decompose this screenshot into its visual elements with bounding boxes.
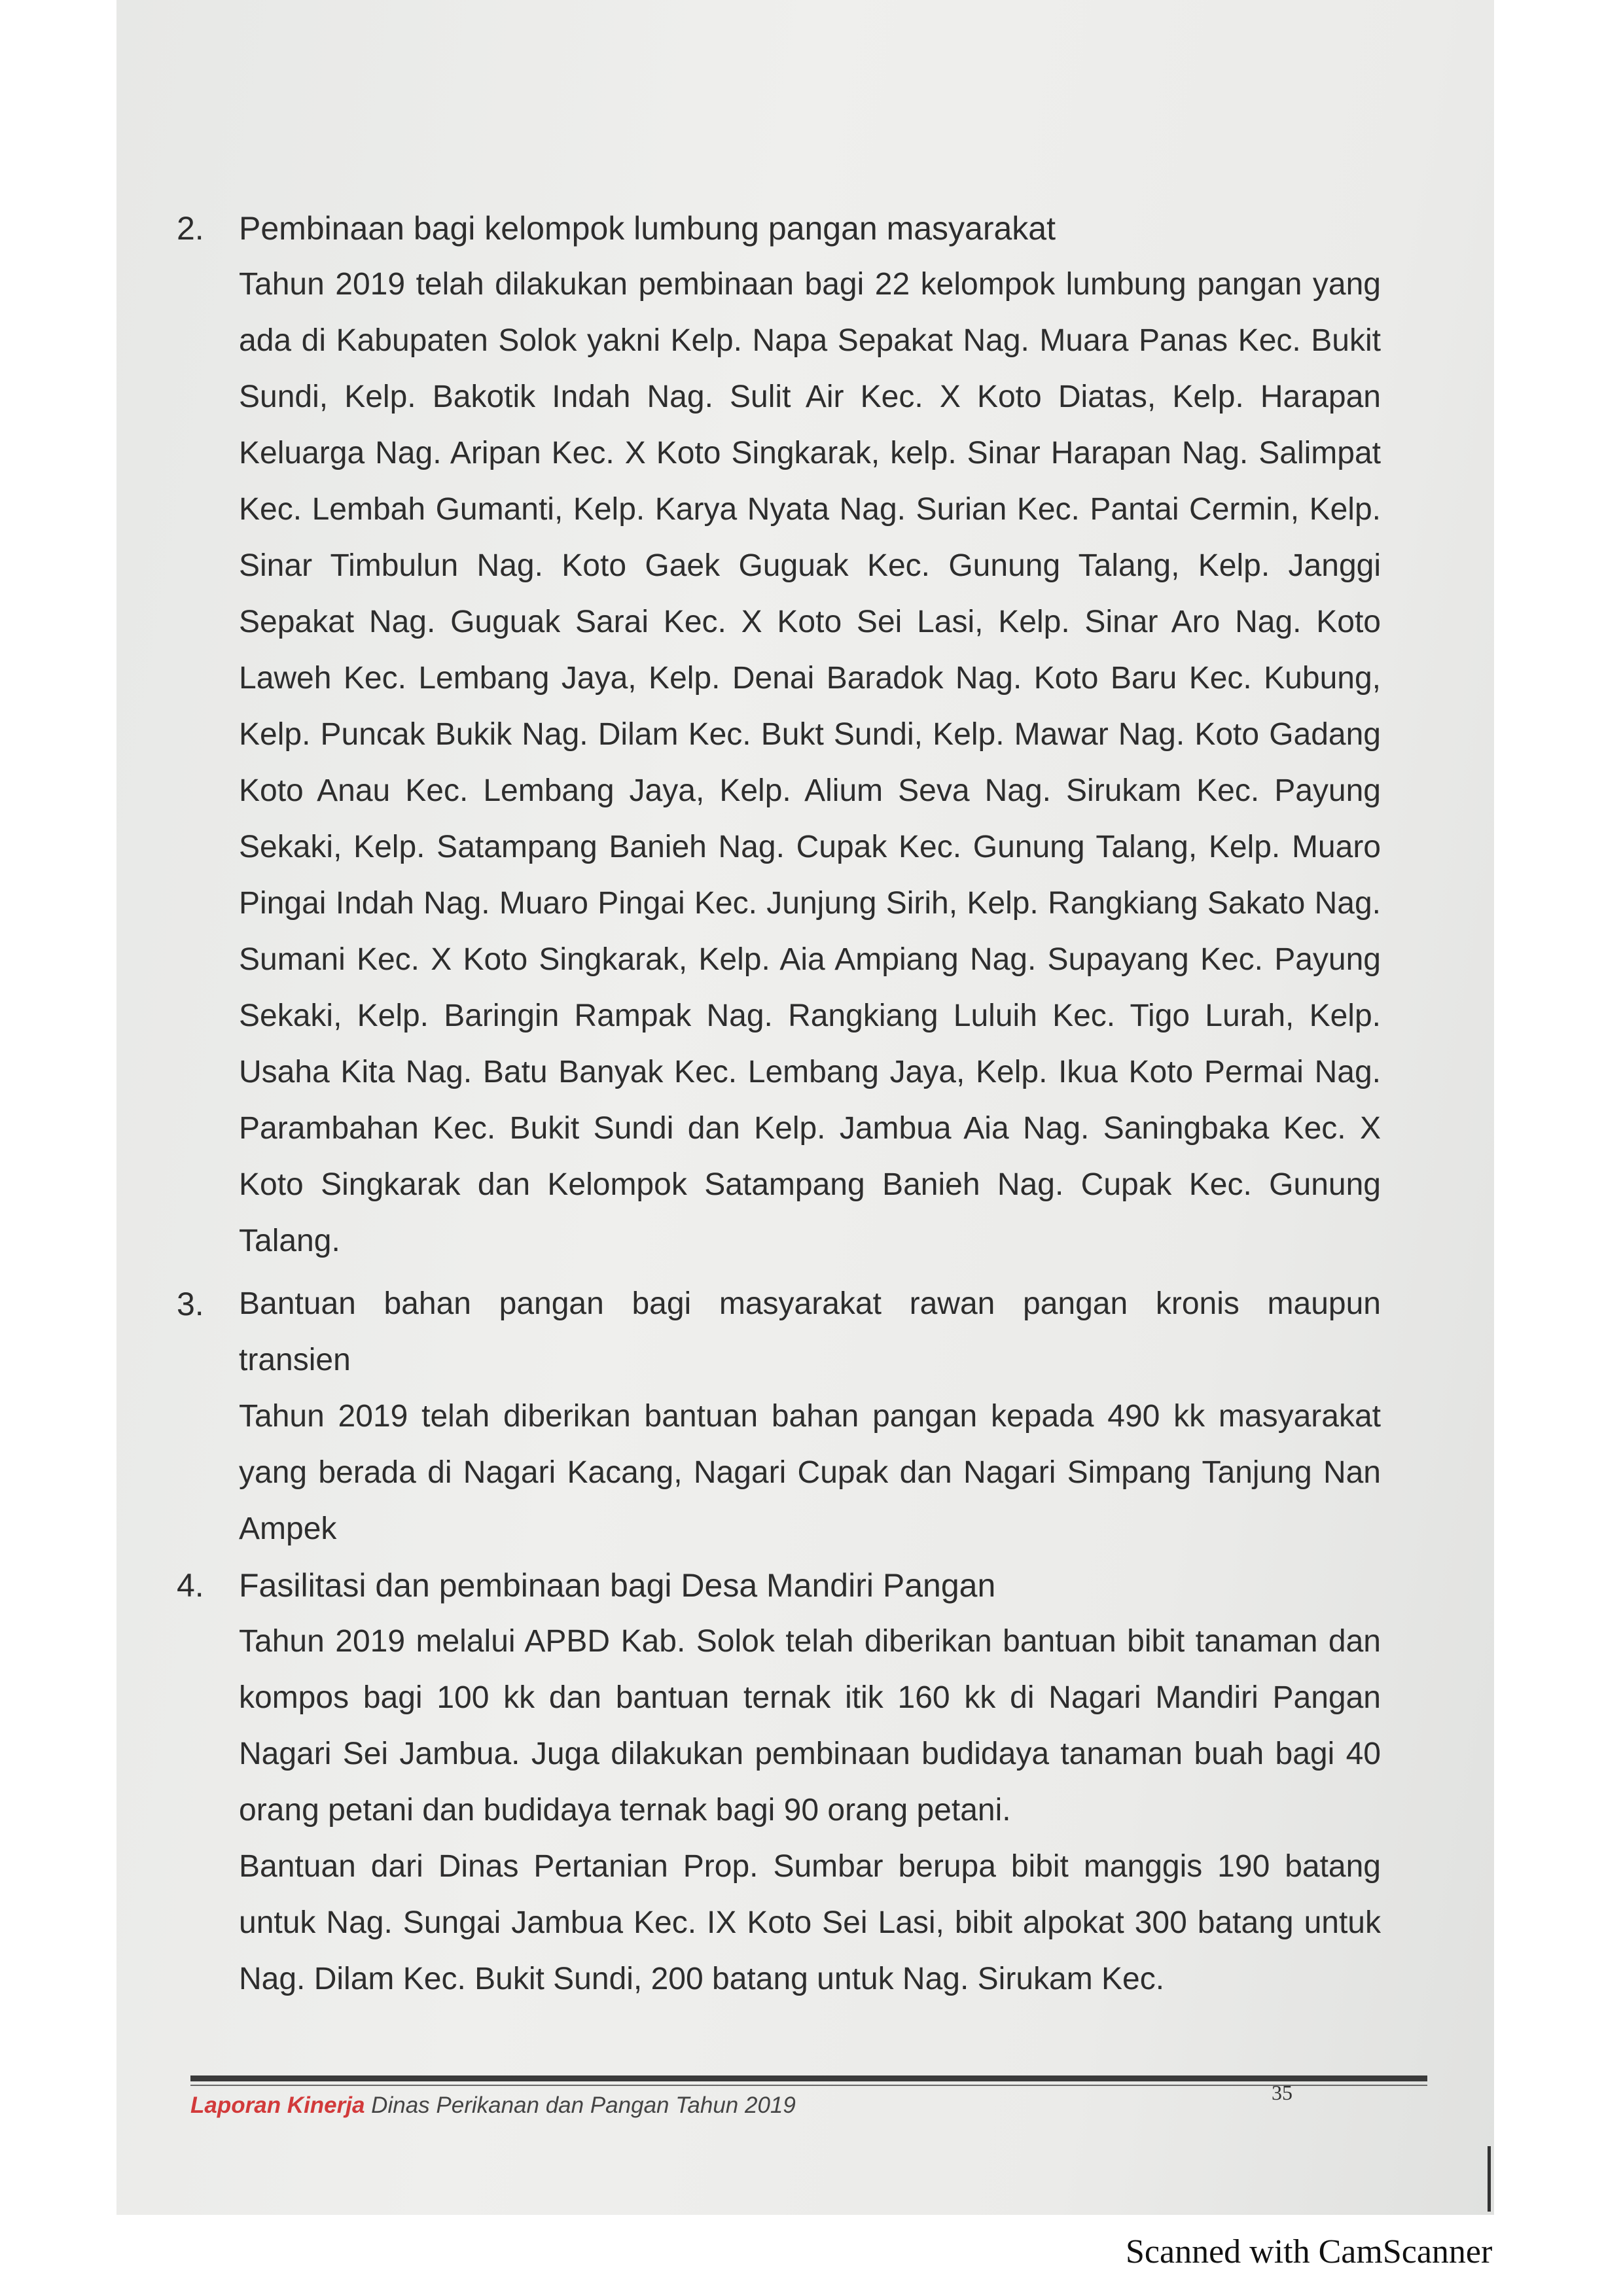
page-edge-mark — [1488, 2146, 1491, 2212]
scanner-watermark: Scanned with CamScanner — [1126, 2233, 1493, 2270]
footer-accent: Laporan Kinerja — [190, 2093, 365, 2118]
item-number: 4. — [177, 1567, 204, 1604]
item-number: 3. — [177, 1286, 204, 1322]
item-paragraph: Tahun 2019 telah dilakukan pembinaan bagi 22 kelompok lumbung pangan yang ada di Kabupaten Solok yakni Kelp. Napa Sepakat Nag. Muara Panas Kec. Bukit Sundi, Kelp. Bakotik Indah Nag. Sulit Air Kec. X Koto Diatas, Kelp. Harapan Keluarga Nag. Aripan Kec. X Koto Singkarak, kelp. Sinar Harapan Nag. Salimpat Kec. Lembah Gumanti, Kelp. Karya Nyata Nag. Surian Kec. Pantai Cermin, Kelp. Sinar Timbulun Nag. Koto Gaek Guguak Kec. Gunung Talang, Kelp. Janggi Sepakat Nag. Guguak Sarai Kec. X Koto Sei Lasi, Kelp. Sinar Aro Nag. Koto Laweh Kec. Lembang Jaya, Kelp. Denai Baradok Nag. Koto Baru Kec. Kubung, Kelp. Puncak Bukik Nag. Dilam Kec. Bukt Sundi, Kelp. Mawar Nag. Koto Gadang Koto Anau Kec. Lembang Jaya, Kelp. Alium Seva Nag. Sirukam Kec. Payung Sekaki, Kelp. Satampang Banieh Nag. Cupak Kec. Gunung Talang, Kelp. Muaro Pingai Indah Nag. Muaro Pingai Kec. Junjung Sirih, Kelp. Rangkiang Sakato Nag. Sumani Kec. X Koto Singkarak, Kelp. Aia Ampiang Nag. Supayang Kec. Payung Sekaki, Kelp. Baringin Rampak Nag. Rangkiang Luluih Kec. Tigo Lurah, Kelp. Usaha Kita Nag. Batu Banyak Kec. Lembang Jaya, Kelp. Ikua Koto Permai Nag. Parambahan Kec. Bukit Sundi dan Kelp. Jambua Aia Nag. Saningbaka Kec. X Koto Singkarak dan Kelompok Satampang Banieh Nag. Cupak Kec. Gunung Talang. — [239, 267, 1381, 1258]
item-body — [239, 200, 1381, 1269]
item-number: 2. — [177, 210, 204, 247]
item-title: Bantuan bahan pangan bagi masyarakat rawan pangan kronis maupun — [239, 1286, 1381, 1321]
footer-caption — [190, 2093, 796, 2119]
scanned-page — [116, 0, 1494, 2215]
item-body — [239, 1276, 1381, 1557]
item-paragraph: Tahun 2019 telah diberikan bantuan bahan pangan kepada 490 kk masyarakat yang berada di Nagari Kacang, Nagari Cupak dan Nagari Simpang Tanjung Nan Ampek — [239, 1399, 1381, 1546]
footer-caption-rest: Dinas Perikanan dan Pangan Tahun 2019 — [365, 2093, 796, 2118]
footer-rule-thin — [190, 2085, 1427, 2086]
page-number: 35 — [1272, 2081, 1293, 2104]
item-title: Pembinaan bagi kelompok lumbung pangan masyarakat — [239, 210, 1056, 247]
item-paragraph: Bantuan dari Dinas Pertanian Prop. Sumbar berupa bibit manggis 190 batang untuk Nag. Sungai Jambua Kec. IX Koto Sei Lasi, bibit alpokat 300 batang untuk Nag. Dilam Kec. Bukit Sundi, 200 batang untuk Nag. Sirukam Kec. — [239, 1849, 1381, 1996]
item-title-continuation: transien — [239, 1343, 351, 1377]
item-body — [239, 1557, 1381, 2007]
item-paragraph: Tahun 2019 melalui APBD Kab. Solok telah diberikan bantuan bibit tanaman dan kompos bagi 100 kk dan bantuan ternak itik 160 kk di Nagari Mandiri Pangan Nagari Sei Jambua. Juga dilakukan pembinaan budidaya tanaman buah bagi 40 orang petani dan budidaya ternak bagi 90 orang petani. — [239, 1624, 1381, 1828]
item-title: Fasilitasi dan pembinaan bagi Desa Mandiri Pangan — [239, 1567, 996, 1604]
footer-rule — [190, 2075, 1427, 2081]
